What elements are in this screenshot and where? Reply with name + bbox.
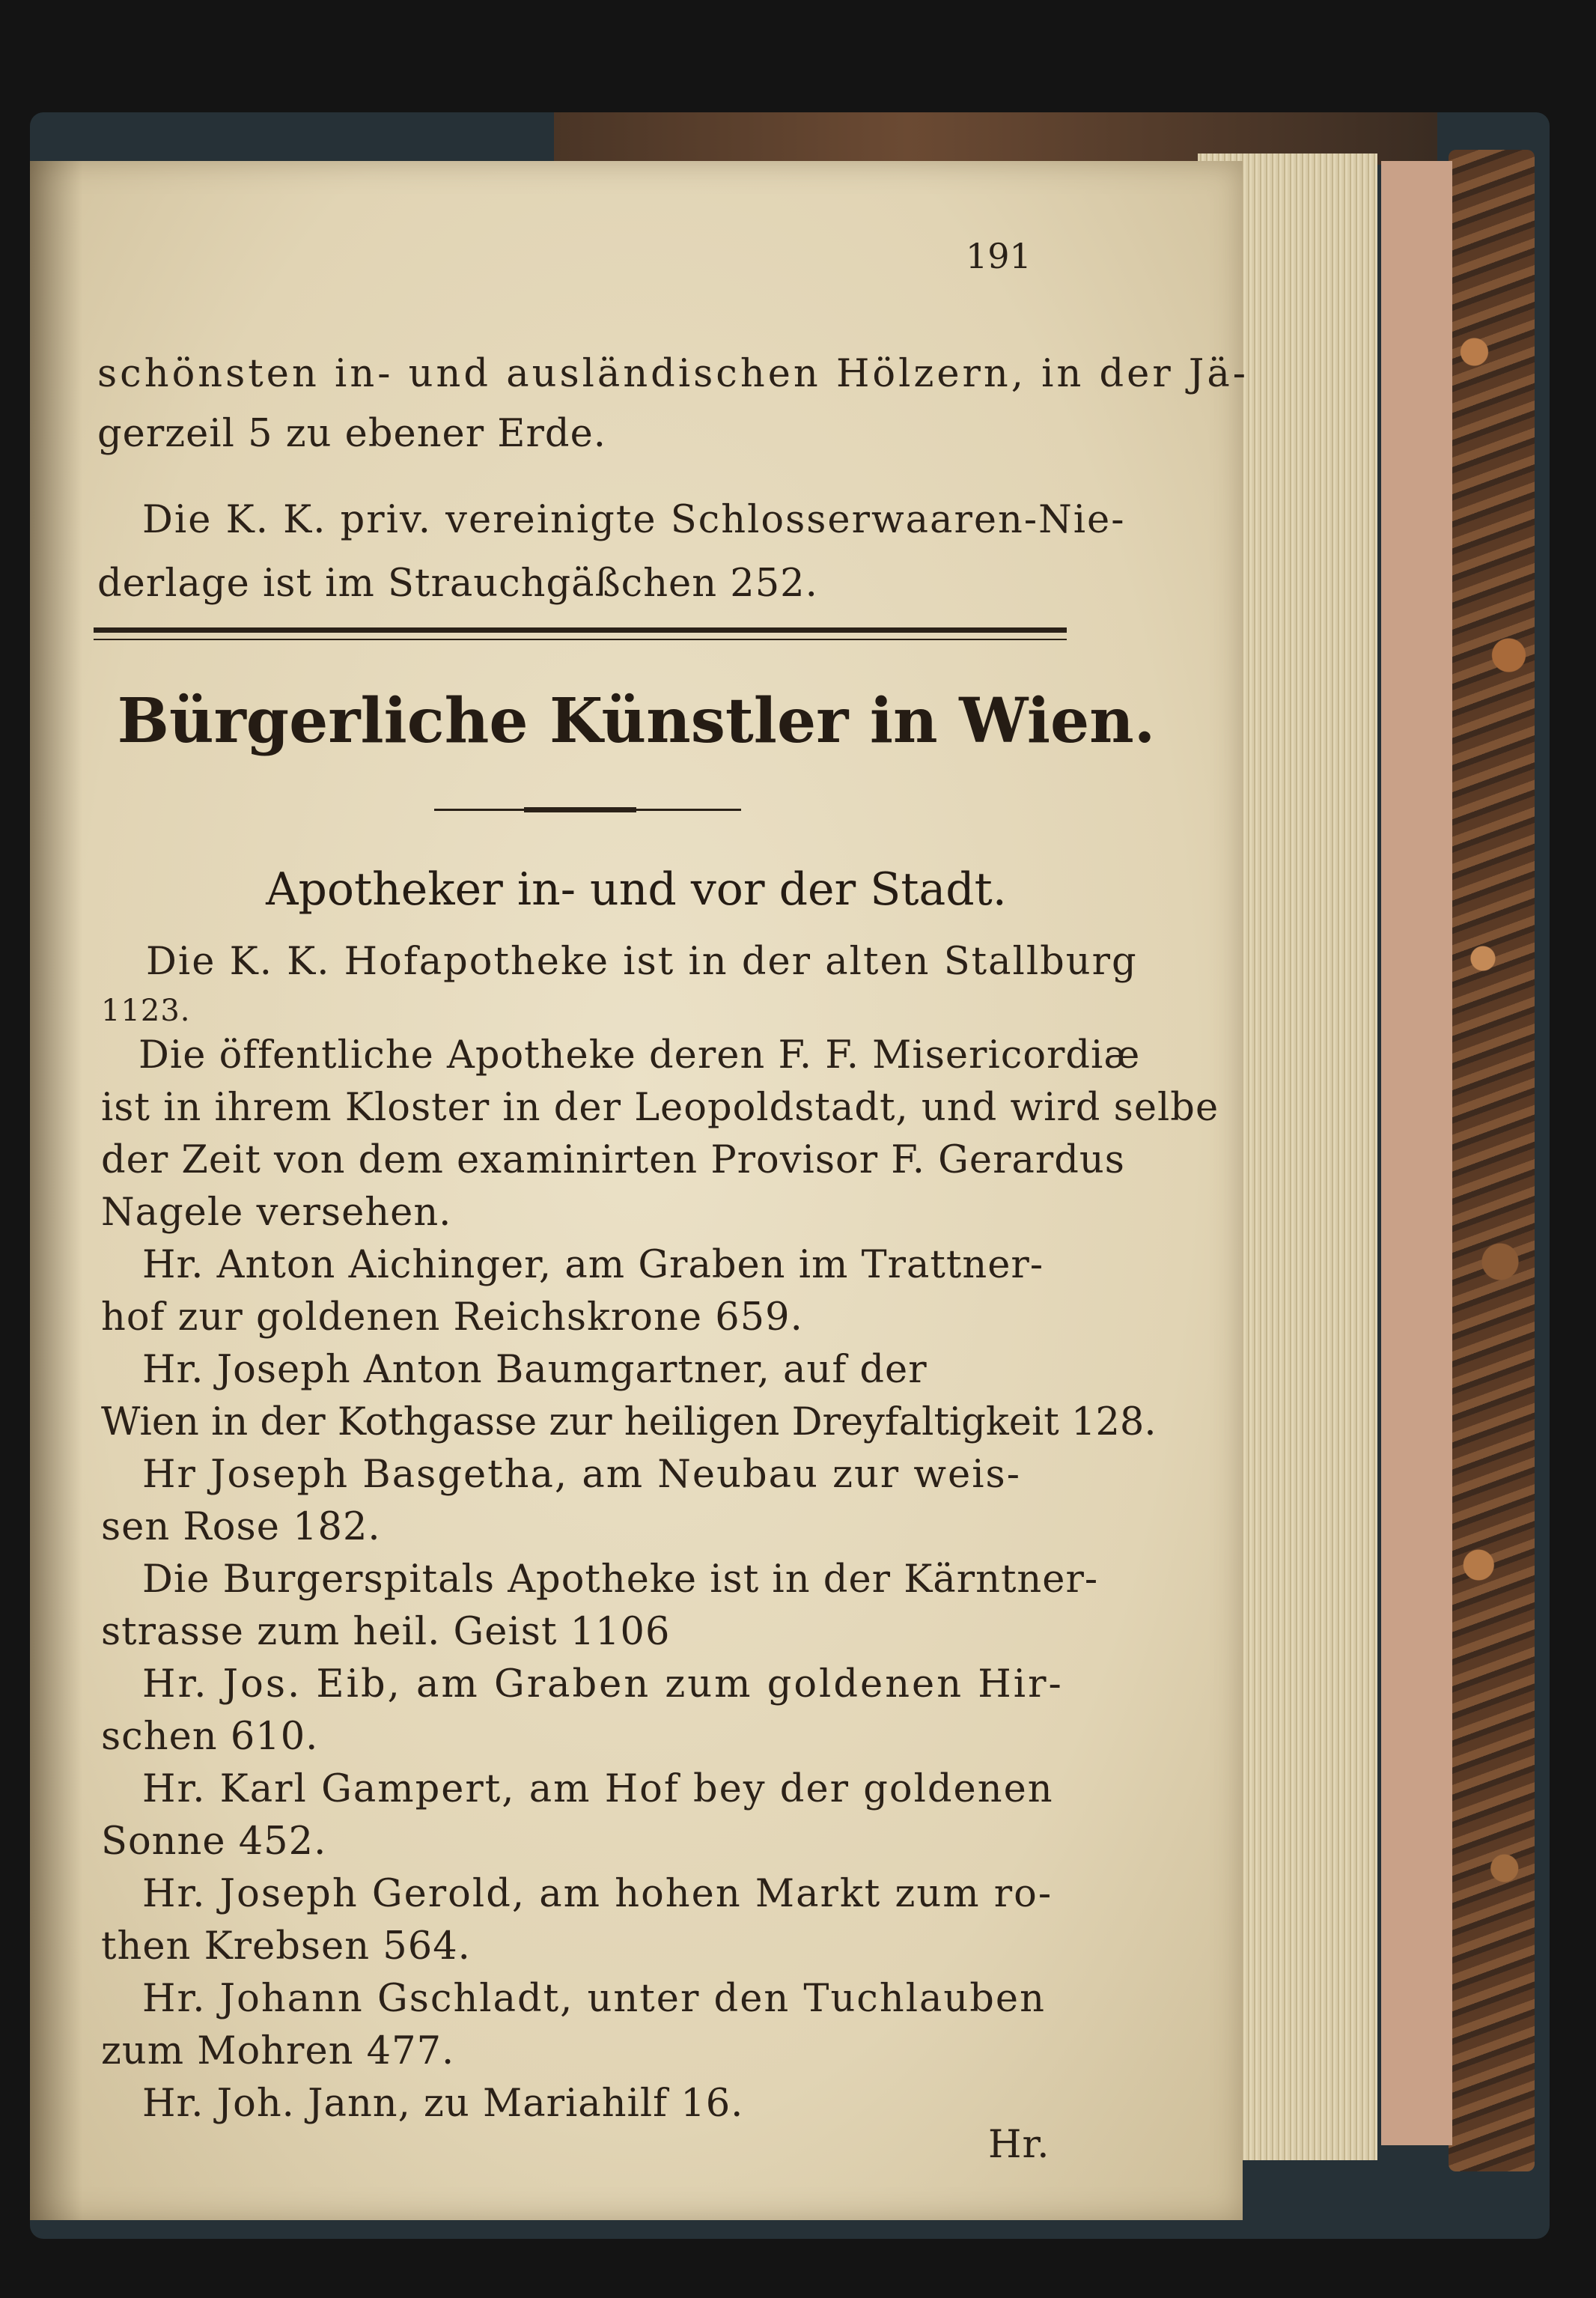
text-line: Sonne 452. [101, 1820, 327, 1864]
catchword: Hr. [988, 2123, 1050, 2167]
text-line: der Zeit von dem examinirten Provisor F. Gerardus [101, 1138, 1125, 1182]
text-line: Die K. K. Hofapotheke ist in der alten Stallburg [146, 940, 1138, 984]
text-line: Hr. Joh. Jann, zu Mariahilf 16. [142, 2082, 744, 2126]
text-line: then Krebsen 564. [101, 1924, 471, 1969]
text-line: gerzeil 5 zu ebener Erde. [97, 412, 606, 456]
text-line: Hr. Joseph Anton Baumgartner, auf der [142, 1348, 928, 1392]
subsection-heading: Apotheker in- und vor der Stadt. [266, 863, 1007, 916]
text-line: Hr. Anton Aichinger, am Graben im Trattner- [142, 1243, 1044, 1287]
text-line: Hr. Johann Gschladt, unter den Tuchlauben [142, 1977, 1046, 2021]
marbled-cover-edge [1449, 150, 1535, 2171]
section-heading: Bürgerliche Künstler in Wien. [117, 685, 1156, 757]
page-number: 191 [966, 236, 1032, 276]
text-line: Die öffentliche Apotheke deren F. F. Misericordiæ [138, 1033, 1141, 1077]
text-line: Die Burgerspitals Apotheke ist in der Kärntner- [142, 1557, 1099, 1602]
text-line: Hr. Joseph Gerold, am hohen Markt zum ro- [142, 1872, 1053, 1916]
text-line: zum Mohren 477. [101, 2029, 455, 2073]
spine-shadow [30, 161, 82, 2220]
text-line: derlage ist im Strauchgäßchen 252. [97, 562, 818, 606]
text-line: Hr. Karl Gampert, am Hof bey der goldenen [142, 1767, 1054, 1811]
section-rule-thin [94, 639, 1067, 640]
text-line: Hr. Jos. Eib, am Graben zum goldenen Hir- [142, 1662, 1064, 1706]
text-line: Nagele versehen. [101, 1191, 452, 1235]
text-line: strasse zum heil. Geist 1106 [101, 1610, 671, 1654]
text-line: sen Rose 182. [101, 1505, 381, 1549]
text-line: Die K. K. priv. vereinigte Schlosserwaaren-Nie- [142, 498, 1126, 542]
section-rule [94, 627, 1067, 633]
text-line: Hr Joseph Basgetha, am Neubau zur weis- [142, 1453, 1021, 1497]
text-line: 1123. [101, 994, 191, 1028]
text-line: schönsten in- und ausländischen Hölzern, in der Jä- [97, 352, 1249, 396]
book-page [30, 161, 1249, 2220]
text-line: Wien in der Kothgasse zur heiligen Dreyfaltigkeit 128. [101, 1400, 1157, 1444]
heading-rule [434, 809, 741, 811]
text-line: hof zur goldenen Reichskrone 659. [101, 1295, 803, 1340]
endpaper [1381, 161, 1452, 2145]
text-line: ist in ihrem Kloster in der Leopoldstadt, und wird selbe [101, 1086, 1219, 1130]
text-line: schen 610. [101, 1715, 319, 1759]
